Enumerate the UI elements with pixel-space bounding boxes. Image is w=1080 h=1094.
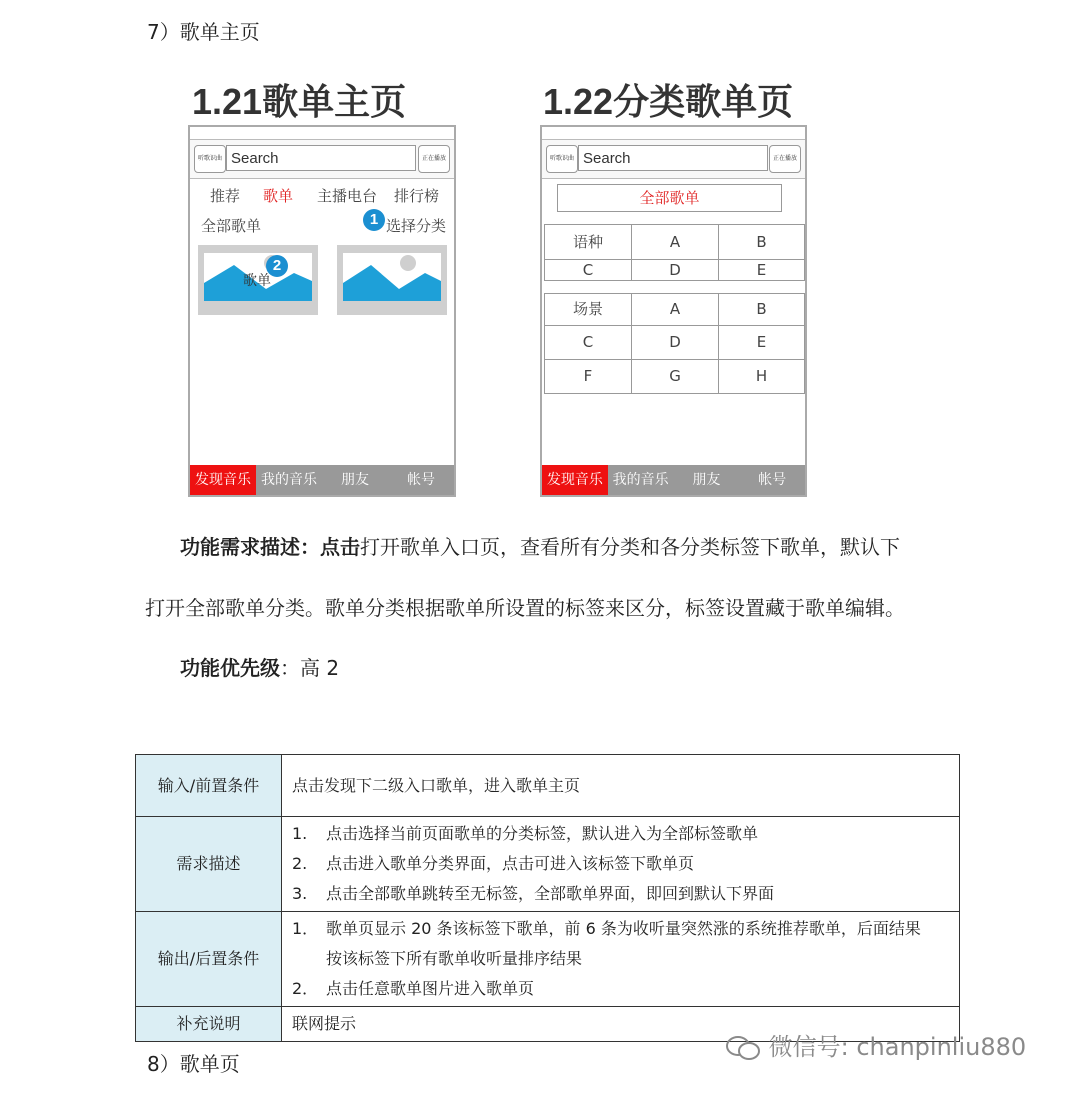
category-label-language: 语种 bbox=[544, 224, 632, 260]
now-playing-button[interactable]: 正在播放 bbox=[769, 145, 801, 173]
description-text: 打开歌单入口页，查看所有分类和各分类标签下歌单，默认下 bbox=[360, 535, 900, 559]
list-item: 按该标签下所有歌单收听量排序结果 bbox=[326, 949, 583, 968]
table-row bbox=[136, 817, 960, 912]
section-heading-next: 8）歌单页 bbox=[147, 1052, 240, 1076]
category-tag[interactable]: C bbox=[544, 325, 632, 360]
category-tag[interactable]: D bbox=[631, 325, 719, 360]
nav-my-music[interactable]: 我的音乐 bbox=[612, 472, 669, 488]
category-tag[interactable]: E bbox=[718, 325, 805, 360]
image-placeholder-icon bbox=[343, 253, 441, 301]
mockup-title-right: 1.22分类歌单页 bbox=[543, 81, 794, 122]
row-label: 输出/后置条件 bbox=[136, 912, 282, 1007]
requirement-table bbox=[135, 754, 960, 1042]
category-label-scene: 场景 bbox=[544, 293, 632, 326]
tab-recommend[interactable]: 推荐 bbox=[210, 187, 241, 205]
category-tag[interactable]: C bbox=[544, 259, 632, 281]
recognize-song-button[interactable]: 听歌识曲 bbox=[546, 145, 578, 173]
category-tag[interactable]: E bbox=[718, 259, 805, 281]
all-playlists-button[interactable]: 全部歌单 bbox=[557, 184, 782, 212]
bottom-nav bbox=[190, 465, 454, 495]
category-tag[interactable]: A bbox=[631, 293, 719, 326]
now-playing-button[interactable]: 正在播放 bbox=[418, 145, 450, 173]
description-label: 功能需求描述： bbox=[180, 535, 320, 559]
list-item: 1. 点击选择当前页面歌单的分类标签，默认进入为全部标签歌单 bbox=[292, 824, 759, 843]
nav-friends[interactable]: 朋友 bbox=[692, 472, 721, 488]
watermark-text: 微信号: chanpinliu880 bbox=[768, 1033, 1027, 1061]
list-item: 2． 点击任意歌单图片进入歌单页 bbox=[292, 979, 535, 998]
watermark bbox=[725, 1027, 1026, 1062]
description-line-1 bbox=[180, 531, 900, 560]
list-item: 3. 点击全部歌单跳转至无标签，全部歌单界面，即回到默认下界面 bbox=[292, 884, 775, 903]
row-value: 联网提示 bbox=[282, 1007, 960, 1042]
search-input[interactable]: Search bbox=[578, 145, 768, 171]
list-item: 2. 点击进入歌单分类界面，点击可进入该标签下歌单页 bbox=[292, 854, 695, 873]
category-tag[interactable]: G bbox=[631, 359, 719, 394]
playlist-label: 歌单 bbox=[243, 273, 271, 289]
nav-my-music[interactable]: 我的音乐 bbox=[261, 472, 317, 488]
category-tag[interactable]: B bbox=[718, 293, 805, 326]
description-line-2: 打开全部歌单分类。歌单分类根据歌单所设置的标签来区分，标签设置藏于歌单编辑。 bbox=[145, 596, 905, 620]
priority-label: 功能优先级 bbox=[180, 656, 280, 680]
recognize-song-button[interactable]: 听歌识曲 bbox=[194, 145, 226, 173]
category-tag[interactable]: F bbox=[544, 359, 632, 394]
table-row bbox=[136, 912, 960, 1007]
search-bar bbox=[542, 139, 805, 179]
annotation-badge-2: 2 bbox=[266, 255, 288, 277]
wechat-icon bbox=[725, 1034, 761, 1062]
top-tabs bbox=[190, 185, 454, 205]
mockup-title-left: 1.21歌单主页 bbox=[192, 81, 407, 122]
phone-mockup-category-page bbox=[540, 125, 807, 497]
phone-mockup-playlist-home bbox=[188, 125, 456, 497]
search-bar bbox=[190, 139, 454, 179]
nav-account[interactable]: 帐号 bbox=[758, 472, 787, 488]
nav-discover-music[interactable]: 发现音乐 bbox=[542, 465, 608, 495]
nav-discover-music[interactable]: 发现音乐 bbox=[190, 465, 256, 495]
bottom-nav bbox=[542, 465, 805, 495]
category-tag[interactable]: B bbox=[718, 224, 805, 260]
playlist-cover-2[interactable] bbox=[337, 245, 447, 315]
tab-charts[interactable]: 排行榜 bbox=[394, 187, 440, 205]
nav-friends[interactable]: 朋友 bbox=[341, 472, 369, 488]
table-row bbox=[136, 755, 960, 817]
list-item: 1． 歌单页显示 20 条该标签下歌单，前 6 条为收听量突然涨的系统推荐歌单，后面结果 bbox=[292, 919, 921, 938]
description-bold-word: 点击 bbox=[320, 535, 360, 559]
annotation-badge-1: 1 bbox=[363, 209, 385, 231]
tab-radio[interactable]: 主播电台 bbox=[317, 187, 378, 205]
category-tag[interactable]: D bbox=[631, 259, 719, 281]
search-input[interactable]: Search bbox=[226, 145, 416, 171]
select-category-link[interactable]: 选择分类 bbox=[386, 217, 447, 235]
priority-value: ：高 2 bbox=[280, 656, 340, 680]
row-label: 输入/前置条件 bbox=[136, 755, 282, 817]
priority-line bbox=[180, 652, 339, 681]
playlist-cover-1[interactable] bbox=[198, 245, 318, 315]
row-label: 补充说明 bbox=[136, 1007, 282, 1042]
section-heading: 7）歌单主页 bbox=[147, 20, 260, 44]
category-tag[interactable]: A bbox=[631, 224, 719, 260]
tab-playlist[interactable]: 歌单 bbox=[263, 187, 294, 205]
nav-account[interactable]: 帐号 bbox=[407, 472, 435, 488]
row-value: 点击发现下二级入口歌单，进入歌单主页 bbox=[282, 755, 960, 817]
row-label: 需求描述 bbox=[136, 817, 282, 912]
category-tag[interactable]: H bbox=[718, 359, 805, 394]
all-playlists-label: 全部歌单 bbox=[201, 217, 262, 235]
